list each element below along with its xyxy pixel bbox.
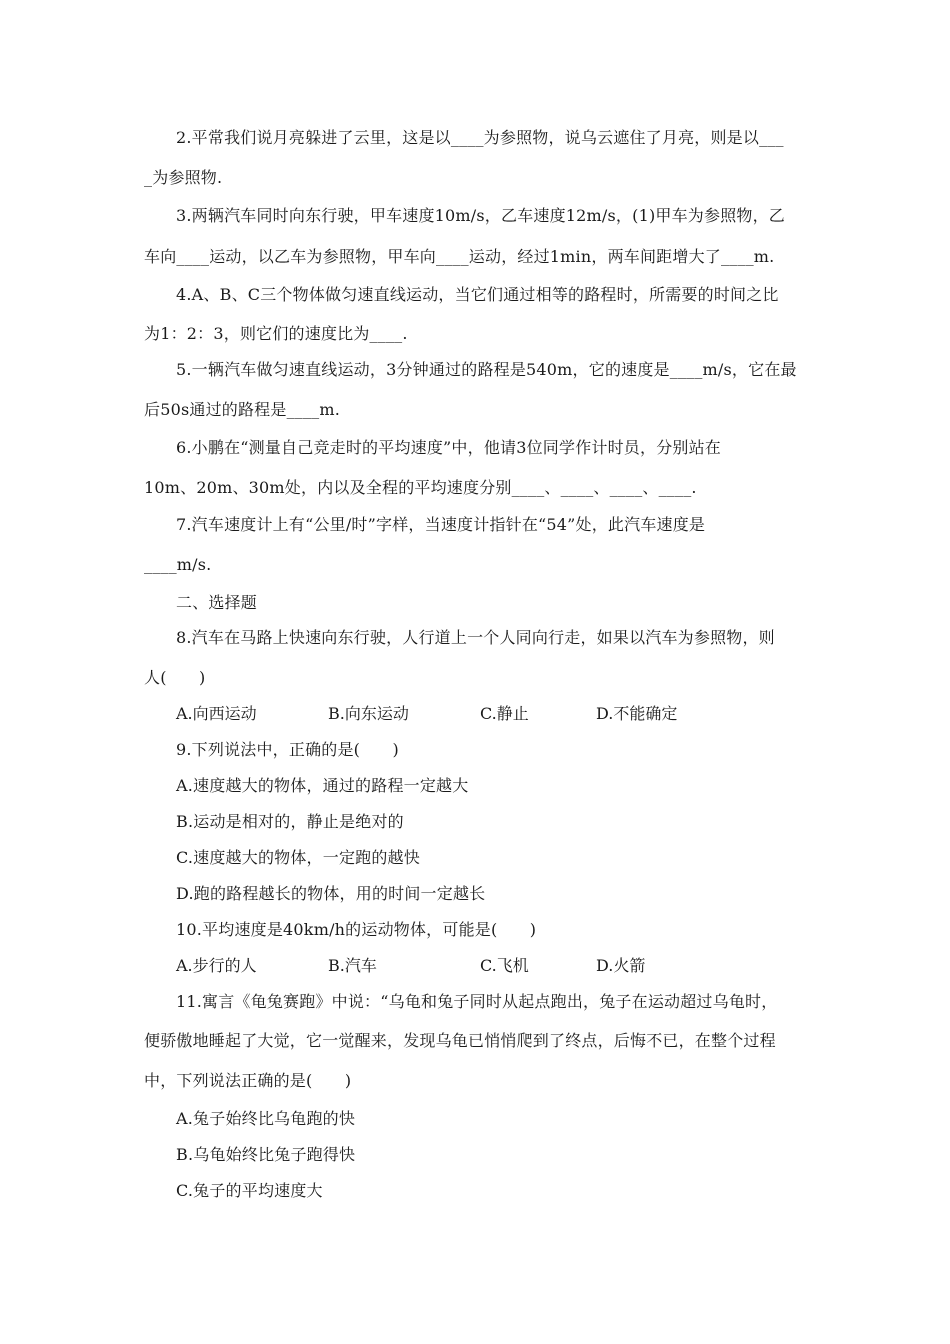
q2-line1: 2.平常我们说月亮躲进了云里，这是以____为参照物，说乌云遮住了月亮，则是以___	[176, 128, 784, 147]
q11-line2: 便骄傲地睡起了大觉，它一觉醒来，发现乌龟已悄悄爬到了终点，后悔不已，在整个过程	[144, 1031, 776, 1050]
q5-line1: 5.一辆汽车做匀速直线运动，3分钟通过的路程是540m，它的速度是____m/s，它在最	[176, 360, 797, 379]
q11-option-b: B.乌龟始终比兔子跑得快	[176, 1145, 356, 1164]
q10-option-a: A.步行的人	[176, 956, 257, 975]
q11-line3: 中，下列说法正确的是( )	[144, 1071, 352, 1090]
q4-line2: 为1：2：3，则它们的速度比为____.	[144, 324, 408, 343]
q7-line2: ____m/s.	[144, 555, 212, 574]
q5-line2: 后50s通过的路程是____m.	[144, 400, 341, 419]
q10-option-b: B.汽车	[328, 956, 377, 975]
q8-option-a: A.向西运动	[176, 704, 257, 723]
q9-option-b: B.运动是相对的，静止是绝对的	[176, 812, 404, 831]
q8-line2: 人( )	[144, 668, 206, 687]
q7-line1: 7.汽车速度计上有“公里/时”字样，当速度计指针在“54”处，此汽车速度是	[176, 515, 706, 534]
q10-option-d: D.火箭	[596, 956, 646, 975]
q11-option-c: C.兔子的平均速度大	[176, 1181, 323, 1200]
q4-line1: 4.A、B、C三个物体做匀速直线运动，当它们通过相等的路程时，所需要的时间之比	[176, 285, 779, 304]
q8-option-b: B.向东运动	[328, 704, 409, 723]
q9-option-c: C.速度越大的物体，一定跑的越快	[176, 848, 420, 867]
q11-option-a: A.兔子始终比乌龟跑的快	[176, 1109, 356, 1128]
q9-option-a: A.速度越大的物体，通过的路程一定越大	[176, 776, 469, 795]
q8-option-d: D.不能确定	[596, 704, 678, 723]
q3-line1: 3.两辆汽车同时向东行驶，甲车速度10m/s，乙车速度12m/s，(1)甲车为参照物，乙	[176, 206, 785, 225]
q2-line2: _为参照物.	[144, 168, 223, 187]
q6-line2: 10m、20m、30m处，内以及全程的平均速度分别____、____、____、____.	[144, 478, 697, 497]
q9-stem: 9.下列说法中，正确的是( )	[176, 740, 399, 759]
q10-stem: 10.平均速度是40km/h的运动物体，可能是( )	[176, 920, 537, 939]
q8-option-c: C.静止	[480, 704, 529, 723]
section-heading-choice: 二、选择题	[176, 593, 258, 612]
q3-line2: 车向____运动，以乙车为参照物，甲车向____运动，经过1min，两车间距增大了____m.	[144, 247, 775, 266]
q11-line1: 11.寓言《龟兔赛跑》中说：“乌龟和兔子同时从起点跑出，兔子在运动超过乌龟时，	[176, 992, 778, 1011]
q9-option-d: D.跑的路程越长的物体，用的时间一定越长	[176, 884, 486, 903]
q6-line1: 6.小鹏在“测量自己竞走时的平均速度”中，他请3位同学作计时员，分别站在	[176, 438, 722, 457]
q8-line1: 8.汽车在马路上快速向东行驶，人行道上一个人同向行走，如果以汽车为参照物，则	[176, 628, 775, 647]
q10-option-c: C.飞机	[480, 956, 529, 975]
